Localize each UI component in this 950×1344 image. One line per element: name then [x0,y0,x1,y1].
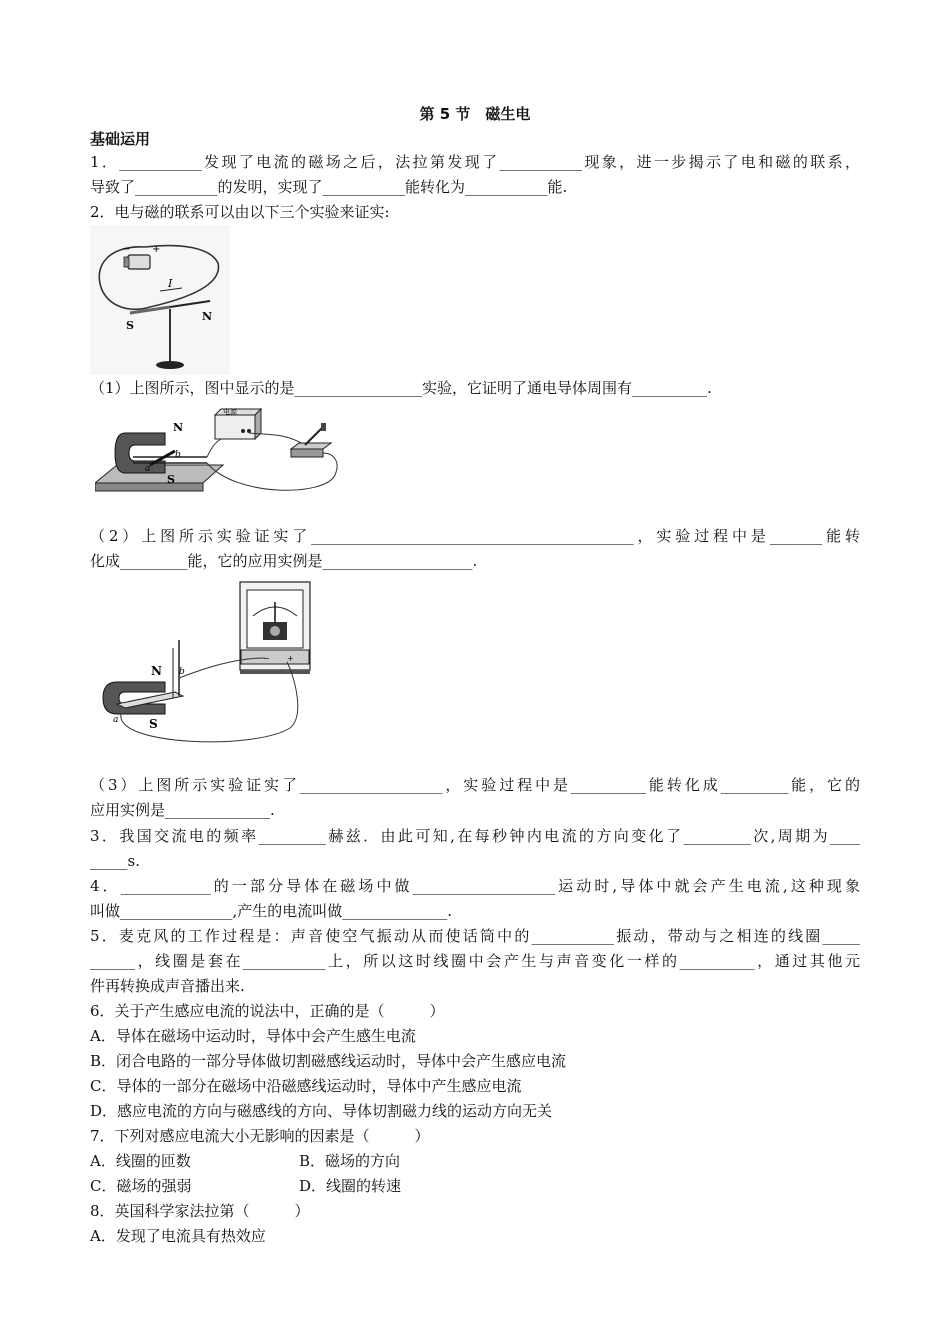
q5-line1: 5．麦克风的工作过程是：声音使空气振动从而使话筒中的___________振动，带动与之相连的线圈_____ [90,927,860,945]
q7-option-b: B．磁场的方向 [299,1152,401,1170]
fig3-south-label: S [149,717,158,731]
fig1-south-label: S [126,319,134,332]
figure-oersted-experiment [90,225,230,375]
q2-stem: 2．电与磁的联系可以由以下三个实验来证实: [90,203,390,221]
fig3-b-label: b [179,667,185,677]
q7-option-c: C．磁场的强弱 [90,1177,192,1195]
q6-stem: 6．关于产生感应电流的说法中，正确的是（ ） [90,1002,445,1020]
q7-stem: 7．下列对感应电流大小无影响的因素是（ ） [90,1127,430,1145]
fig1-plus-sign: + [152,244,161,255]
q5-line2: ______，线圈是套在___________上，所以这时线圈中会产生与声音变化一样的__________，通过其他元 [90,952,860,970]
section-heading: 基础运用 [90,130,151,148]
fig1-minus-sign: − [122,244,131,255]
fig3-a-label: a [113,715,119,725]
q1-line1: 1．___________发现了电流的磁场之后，法拉第发现了___________现象，进一步揭示了电和磁的联系， [90,153,860,171]
q3-line2: _____s. [90,852,140,870]
q8-stem: 8．英国科学家法拉第（ ） [90,1202,310,1220]
fig2-b-label: b [175,450,181,460]
fig3-north-label: N [151,664,162,678]
q5-line3: 件再转换成声音播出来. [90,977,245,995]
q6-option-a: A．导体在磁场中运动时，导体中会产生感生电流 [90,1027,416,1045]
fig3-plus-sign: + [287,654,294,663]
fig3-minus-sign: − [263,654,270,663]
q7-option-d: D．线圈的转速 [299,1177,402,1195]
fig2-a-label: a [145,464,151,474]
q2-part2-line2: 化成_________能，它的应用实例是____________________. [90,552,478,570]
fig2-north-label: N [173,421,184,434]
q3-line1: 3．我国交流电的频率_________赫兹．由此可知,在每秒钟内电流的方向变化了_________次,周期为____ [90,827,860,845]
q4-line2: 叫做_______________,产生的电流叫做______________. [90,902,453,920]
fig1-north-label: N [202,310,213,323]
q6-option-c: C．导体的一部分在磁场中沿磁感线运动时，导体中产生感应电流 [90,1077,522,1095]
q2-part3-line2: 应用实例是______________. [90,801,275,819]
fig1-current-label: I [168,277,173,290]
q6-option-d: D．感应电流的方向与磁感线的方向、导体切割磁力线的运动方向无关 [90,1102,553,1120]
fig2-south-label: S [167,473,175,486]
q6-option-b: B．闭合电路的一部分导体做切割磁感线运动时，导体中会产生感应电流 [90,1052,567,1070]
q1-line2: 导致了___________的发明，实现了___________能转化为___________能. [90,178,568,196]
page-title: 第 5 节 磁生电 [419,105,531,123]
q4-line1: 4．____________的一部分导体在磁场中做___________________运动时,导体中就会产生电流,这种现象 [90,877,860,895]
q2-part3-line1: （3）上图所示实验证实了___________________，实验过程中是__________能转化成_________能，它的 [90,776,860,794]
q8-option-a: A．发现了电流具有热效应 [90,1227,266,1245]
figure-induction-experiment [95,578,320,748]
q7-option-a: A．线圈的匝数 [90,1152,191,1170]
q2-part2-line1: （2）上图所示实验证实了___________________________________________，实验过程中是_______能转 [90,527,860,545]
fig2-power-source-label: 电源 [223,408,237,416]
figure-motor-experiment [95,405,350,495]
q2-part1: （1）上图所示，图中显示的是_________________实验，它证明了通电导体周围有__________. [90,379,712,397]
